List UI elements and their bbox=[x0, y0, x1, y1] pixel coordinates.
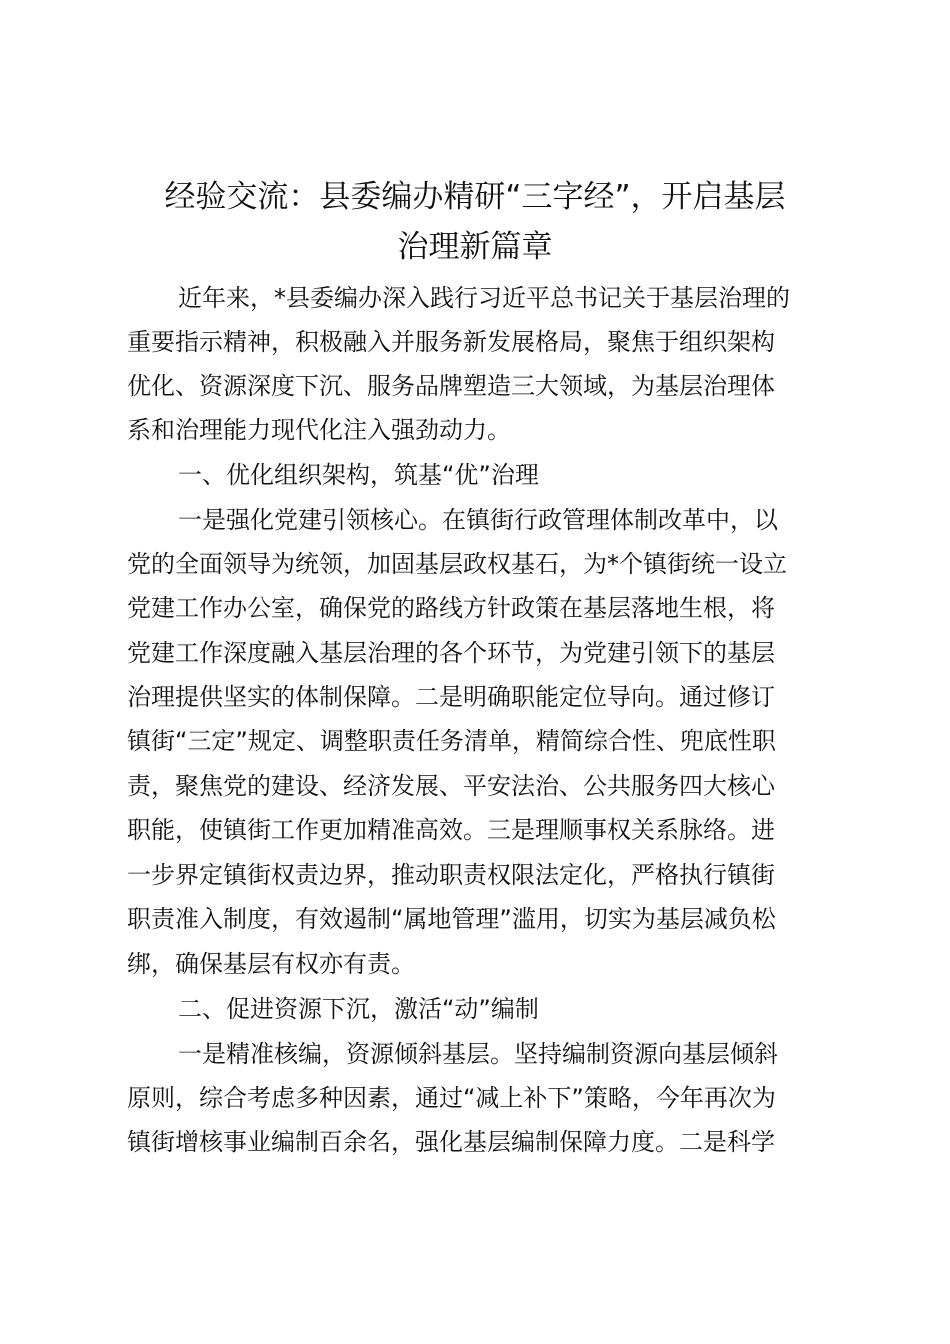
paragraph-line: 一步界定镇街权责边界，推动职责权限法定化，严格执行镇街 bbox=[127, 861, 775, 889]
paragraph-line: 党建工作深度融入基层治理的各个环节，为党建引领下的基层 bbox=[127, 639, 775, 667]
paragraph-line: 原则，综合考虑多种因素，通过“减上补下”策略，今年再次为 bbox=[127, 1084, 776, 1112]
document-title-line-1: 经验交流：县委编办精研“三字经”，开启基层 bbox=[164, 179, 786, 215]
paragraph-line: 责，聚焦党的建设、经济发展、平安法治、公共服务四大核心 bbox=[127, 772, 775, 800]
paragraph-line: 职能，使镇街工作更加精准高效。三是理顺事权关系脉络。进 bbox=[127, 816, 775, 844]
paragraph-line: 绑，确保基层有权亦有责。 bbox=[127, 950, 415, 978]
paragraph-line: 治理提供坚实的体制保障。二是明确职能定位导向。通过修订 bbox=[127, 683, 775, 711]
paragraph-line: 重要指示精神，积极融入并服务新发展格局，聚焦于组织架构 bbox=[127, 328, 775, 356]
paragraph-line: 系和治理能力现代化注入强劲动力。 bbox=[127, 416, 511, 444]
paragraph-line: 一是精准核编，资源倾斜基层。坚持编制资源向基层倾斜 bbox=[178, 1040, 778, 1068]
paragraph-line: 优化、资源深度下沉、服务品牌塑造三大领域，为基层治理体 bbox=[127, 372, 775, 400]
paragraph-line: 党建工作办公室，确保党的路线方针政策在基层落地生根，将 bbox=[127, 594, 775, 622]
section-heading: 一、优化组织架构，筑基“优”治理 bbox=[178, 461, 539, 489]
paragraph-line: 镇街“三定”规定、调整职责任务清单，精简综合性、兜底性职 bbox=[127, 727, 776, 755]
paragraph-line: 职责准入制度，有效遏制“属地管理”滥用，切实为基层减负松 bbox=[127, 905, 776, 933]
document-title-line-2: 治理新篇章 bbox=[397, 229, 553, 265]
paragraph-line: 近年来，*县委编办深入践行习近平总书记关于基层治理的 bbox=[178, 284, 790, 312]
paragraph-line: 镇街增核事业编制百余名，强化基层编制保障力度。二是科学 bbox=[127, 1128, 775, 1156]
paragraph-line: 党的全面领导为统领，加固基层政权基石，为*个镇街统一设立 bbox=[127, 550, 787, 578]
section-heading: 二、促进资源下沉，激活“动”编制 bbox=[178, 995, 539, 1023]
paragraph-line: 一是强化党建引领核心。在镇街行政管理体制改革中，以 bbox=[178, 506, 778, 534]
